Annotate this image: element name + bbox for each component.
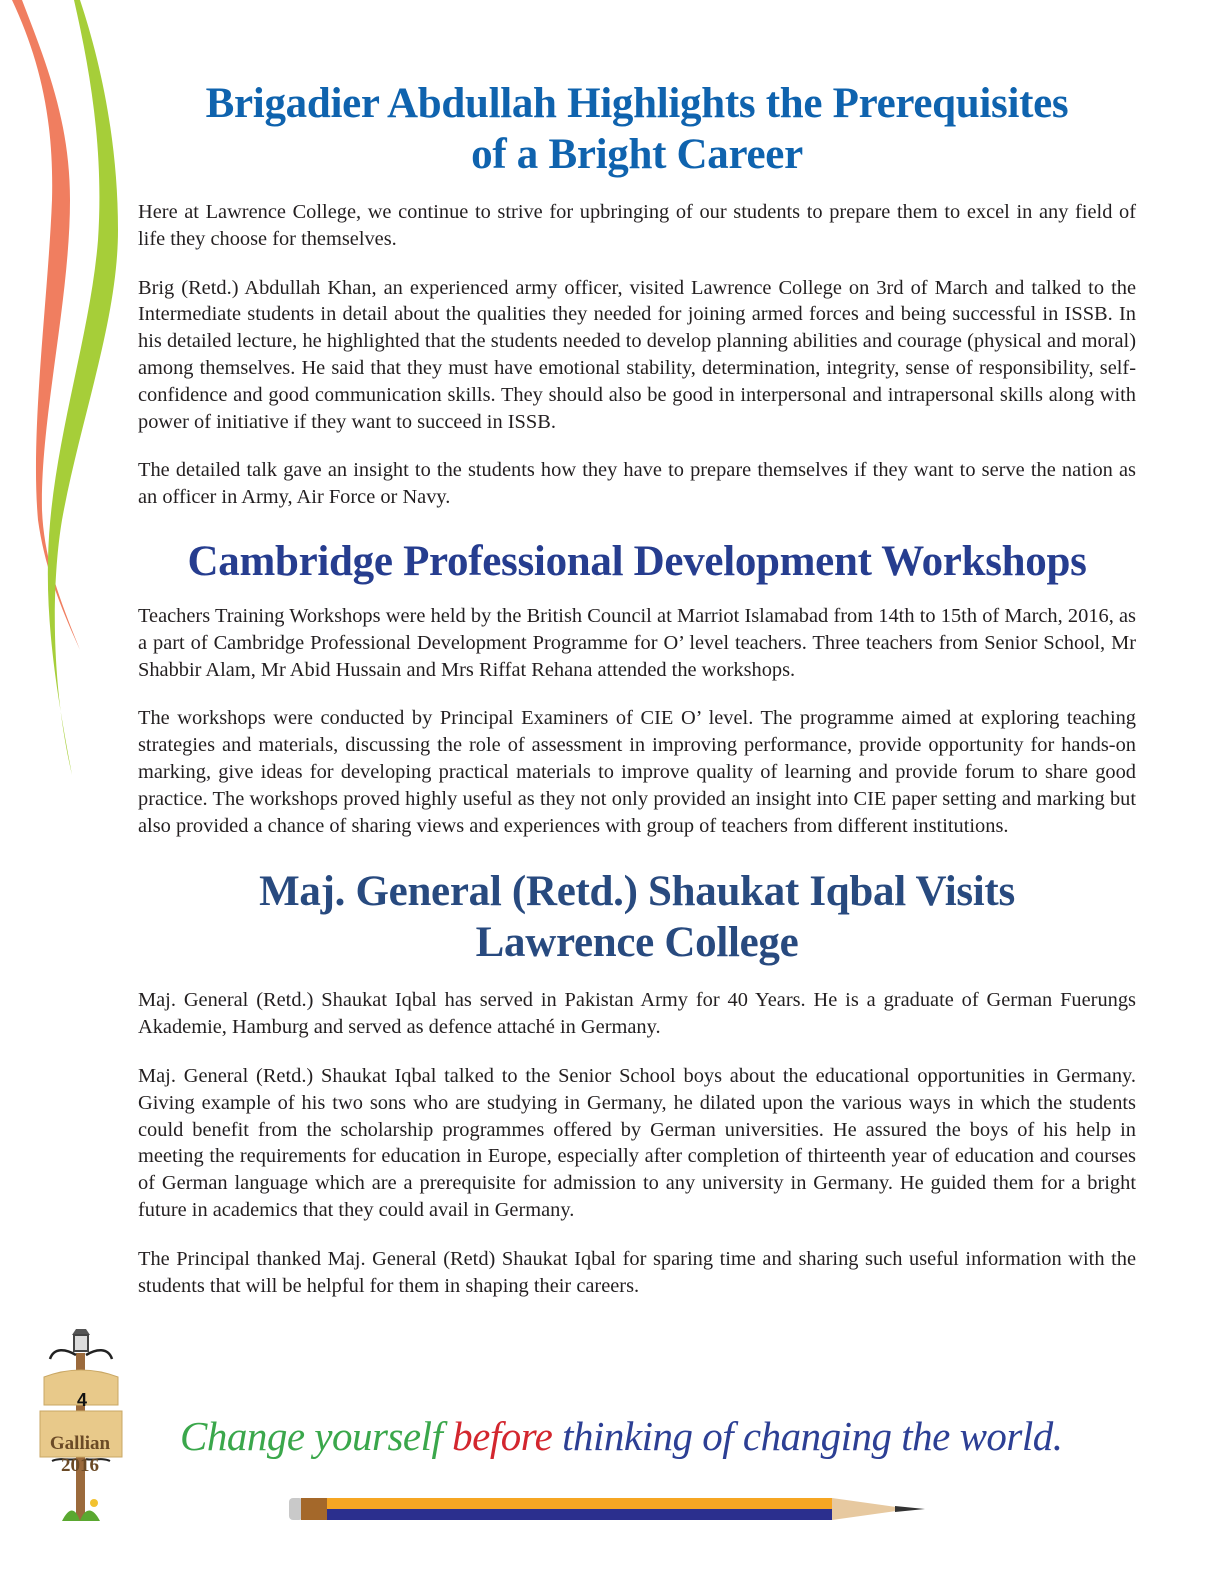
quote-part-red: before — [452, 1413, 553, 1459]
magazine-year: 2016 — [61, 1455, 99, 1476]
section-title: Maj. General (Retd.) Shaukat Iqbal Visits — [259, 868, 1015, 916]
section-title-line2: Lawrence College — [475, 919, 799, 967]
paragraph: Maj. General (Retd.) Shaukat Iqbal talked to the Senior School boys about the educational opportunities in Germany. Giving example of his two sons who are studying in Germany, he dilated upon the various ways in which the students could benefit from the scholarship programmes offered by German universities. He assured the boys of his help in meeting the requirements for education in Europe, especially after completion of thirteenth year of education and courses of German language which are a prerequisite for admission to any university in Germany. He guided them for a bright future in academics that they could avail in Germany. — [138, 1064, 1136, 1221]
section-cambridge-workshops — [138, 536, 1136, 839]
orange-ribbon — [12, 0, 80, 650]
magazine-name: Gallian — [49, 1433, 111, 1454]
article-content — [138, 78, 1136, 1299]
section-brigadier-abdullah — [138, 78, 1136, 511]
magazine-badge — [40, 1433, 120, 1477]
paragraph: The workshops were conducted by Principal Examiners of CIE O’ level. The programme aimed at exploring teaching strategies and materials, discussing the role of assessment in improving performance, provide opportunity for hands-on marking, give ideas for developing practical materials to improve quality of learning and provide forum to share good practice. The workshops proved highly useful as they not only provided an insight into CIE paper setting and marking but also provided a chance of sharing views and experiences with group of teachers from different institutions. — [138, 707, 1136, 837]
paragraph: Teachers Training Workshops were held by the British Council at Marriot Islamabad from 14th to 15th of March, 2016, as a part of Cambridge Professional Development Programme for O’ level teachers. Three teachers from Senior School, Mr Shabbir Alam, Mr Abid Hussain and Mrs Riffat Rehana attended the workshops. — [138, 604, 1136, 681]
pencil-icon — [285, 1490, 935, 1530]
section-title-line2: of a Bright Career — [471, 131, 803, 178]
quote-part-green: Change yourself — [180, 1413, 443, 1459]
section-title: Brigadier Abdullah Highlights the Prerequisites — [205, 80, 1069, 127]
paragraph: Maj. General (Retd.) Shaukat Iqbal has served in Pakistan Army for 40 Years. He is a graduate of German Fuerungs Akademie, Hamburg and served as defence attaché in Germany. — [138, 989, 1136, 1039]
motto-quote — [180, 1412, 1120, 1460]
page-number: 4 — [76, 1390, 87, 1410]
paragraph: The detailed talk gave an insight to the students how they have to prepare themselves if they want to serve the nation as an officer in Army, Air Force or Navy. — [138, 459, 1136, 509]
decorative-ribbons — [0, 0, 140, 800]
quote-part-blue: thinking of changing the world. — [562, 1413, 1063, 1459]
section-shaukat-iqbal — [138, 866, 1136, 1299]
paragraph: The Principal thanked Maj. General (Retd) Shaukat Iqbal for sparing time and sharing such useful information with the students that will be helpful for them in shaping their careers. — [138, 1247, 1136, 1297]
paragraph: Brig (Retd.) Abdullah Khan, an experienced army officer, visited Lawrence College on 3rd of March and talked to the Intermediate students in detail about the qualities they needed for joining armed forces and being successful in ISSB. In his detailed lecture, he highlighted that the students needed to develop planning abilities and courage (physical and moral) among themselves. He said that they must have emotional stability, determination, integrity, sense of responsibility, self-confidence and good communication skills. They should also be good in interpersonal and intrapersonal skills along with power of initiative if they want to succeed in ISSB. — [138, 276, 1136, 433]
signpost-icon — [36, 1325, 126, 1525]
paragraph: Here at Lawrence College, we continue to strive for upbringing of our students to prepare them to excel in any field of life they choose for themselves. — [138, 201, 1136, 250]
section-title: Cambridge Professional Development Workshops — [187, 537, 1087, 585]
